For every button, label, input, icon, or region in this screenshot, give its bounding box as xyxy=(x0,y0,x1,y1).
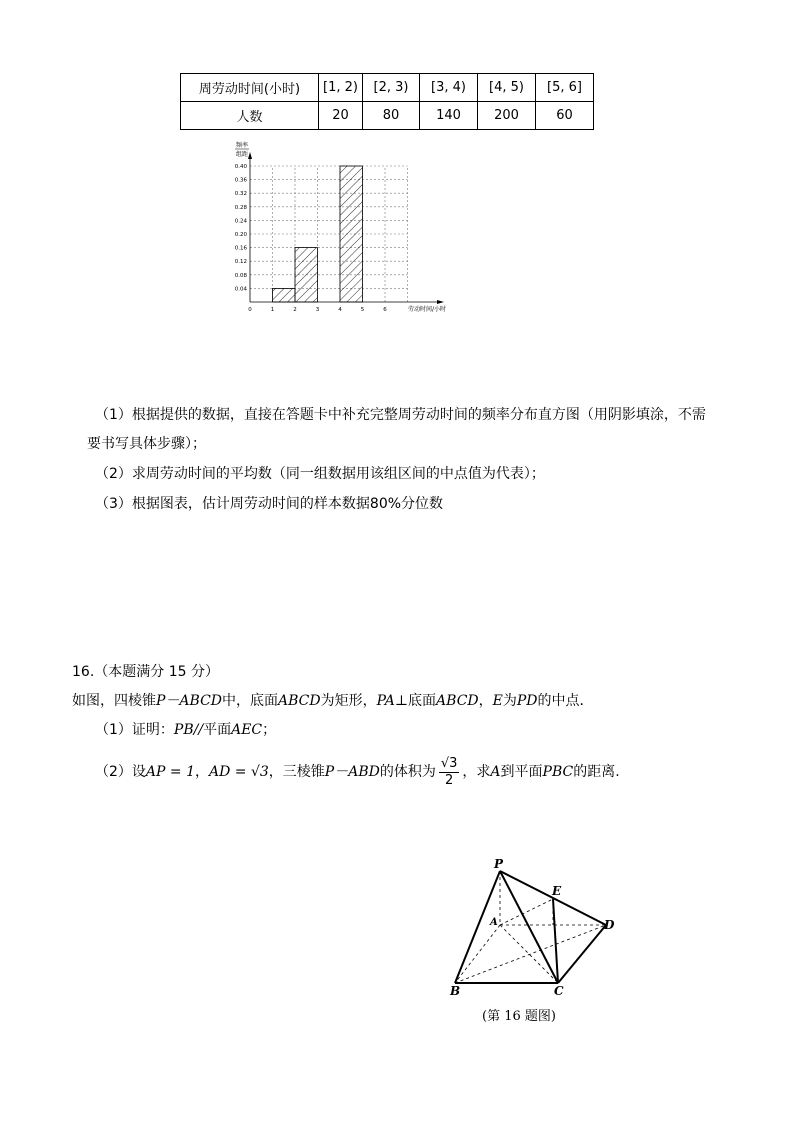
vertex-label-C: C xyxy=(554,984,564,998)
x-tick-label: 0 xyxy=(248,307,252,313)
x-tick-label: 4 xyxy=(338,307,342,313)
q16-stem xyxy=(72,691,594,711)
text: 底面 xyxy=(408,693,437,709)
x-tick-label: 6 xyxy=(383,307,387,313)
text: 为 xyxy=(502,693,517,709)
table-count: 80 xyxy=(363,102,420,130)
table-count: 200 xyxy=(478,102,536,130)
volume-fraction xyxy=(439,756,460,789)
q16-part2 xyxy=(95,752,620,792)
table-row xyxy=(181,74,594,102)
text: 为矩形， xyxy=(320,693,377,709)
frequency-histogram xyxy=(220,140,460,320)
table-interval: [4, 5) xyxy=(478,74,536,102)
figure-caption: (第 16 题图) xyxy=(482,1009,556,1024)
y-axis-label-top: 频率 xyxy=(236,142,249,149)
q15-part1-line1: （1）根据提供的数据，直接在答题卡中补充完整周劳动时间的频率分布直方图（用阴影填涂，不需 xyxy=(95,407,706,423)
text: ， xyxy=(195,764,209,780)
text: 如图，四棱锥 xyxy=(72,693,156,709)
y-axis-label-bottom: 组距 xyxy=(236,151,249,158)
text: 的体积为 xyxy=(379,764,436,780)
y-axis-arrow xyxy=(248,152,252,159)
vertex-label-A: A xyxy=(490,917,498,928)
x-tick-label: 1 xyxy=(270,307,275,313)
math: ABCD xyxy=(436,693,479,709)
table-interval: [5, 6] xyxy=(536,74,594,102)
vertex-label-B: B xyxy=(450,984,461,998)
y-tick-label: 0.04 xyxy=(234,286,247,293)
text: 中，底面 xyxy=(222,693,279,709)
table-count-label: 人数 xyxy=(181,102,319,130)
table-interval: [3, 4) xyxy=(420,74,478,102)
math: E xyxy=(492,693,503,709)
text: 平面 xyxy=(203,722,232,738)
vertex-label-P: P xyxy=(494,857,504,871)
text: ， xyxy=(478,693,493,709)
y-tick-label: 0.24 xyxy=(234,218,247,225)
table-count: 140 xyxy=(420,102,478,130)
vertex-label-D: D xyxy=(604,918,615,932)
histogram-bar xyxy=(273,288,296,302)
math: ABCD xyxy=(278,693,321,709)
text: ； xyxy=(262,722,277,738)
text: 的距离. xyxy=(573,764,620,780)
edge-EC xyxy=(553,899,558,983)
math: PB// xyxy=(173,722,204,738)
fraction-numerator: √3 xyxy=(440,755,458,771)
y-tick-label: 0.32 xyxy=(234,191,247,198)
text: 的中点． xyxy=(537,693,594,709)
table-interval: [1, 2) xyxy=(319,74,363,102)
math: AEC xyxy=(231,722,263,738)
q15-part1-line2: 要书写具体步骤）； xyxy=(87,436,206,452)
vertex-label-E: E xyxy=(552,884,562,898)
edge-PC xyxy=(500,871,558,983)
math: P－ABD xyxy=(324,764,380,780)
fraction-denominator: 2 xyxy=(444,772,454,788)
table-count: 20 xyxy=(319,102,363,130)
math: AD = √3 xyxy=(209,764,269,780)
text: ，三棱锥 xyxy=(268,764,325,780)
x-tick-label: 3 xyxy=(315,307,320,313)
text: （2）设 xyxy=(95,764,146,780)
x-tick-label: 2 xyxy=(293,307,297,313)
table-row xyxy=(181,102,594,130)
table-count: 60 xyxy=(536,102,594,130)
y-tick-label: 0.36 xyxy=(234,177,247,184)
math: PD xyxy=(516,693,538,709)
q15-part3: （3）根据图表，估计周劳动时间的样本数据80%分位数 xyxy=(95,496,444,512)
y-tick-label: 0.40 xyxy=(234,164,247,170)
q16-heading: 16.（本题满分 15 分） xyxy=(72,664,219,680)
edge-CD xyxy=(558,925,606,983)
text: ，求 xyxy=(462,764,491,780)
math: PBC xyxy=(542,764,574,780)
edge-PD xyxy=(500,871,606,925)
y-tick-label: 0.16 xyxy=(234,245,247,252)
math: AP = 1 xyxy=(145,764,195,780)
histogram-bar xyxy=(340,166,363,302)
table-header-label: 周劳动时间(小时) xyxy=(181,74,319,102)
math: A xyxy=(490,764,501,780)
text: 到平面 xyxy=(500,764,543,780)
table-interval: [2, 3) xyxy=(363,74,420,102)
math: PA⊥ xyxy=(376,693,409,709)
text: （1）证明： xyxy=(95,722,174,738)
y-tick-label: 0.20 xyxy=(234,232,247,238)
y-tick-label: 0.12 xyxy=(234,259,247,266)
q16-part1 xyxy=(95,720,276,740)
edge-AC xyxy=(500,925,558,983)
x-axis-arrow xyxy=(437,300,444,304)
x-axis-label: 劳动时间/小时 xyxy=(408,306,447,313)
q15-part2: （2）求周劳动时间的平均数（同一组数据用该组区间的中点值为代表）； xyxy=(95,466,545,482)
y-tick-label: 0.08 xyxy=(234,272,247,279)
pyramid-figure xyxy=(440,850,630,1030)
math: P－ABCD xyxy=(156,693,223,709)
x-tick-label: 5 xyxy=(360,307,365,313)
y-tick-label: 0.28 xyxy=(234,204,247,211)
frequency-table xyxy=(180,73,594,130)
histogram-bar xyxy=(295,248,318,302)
